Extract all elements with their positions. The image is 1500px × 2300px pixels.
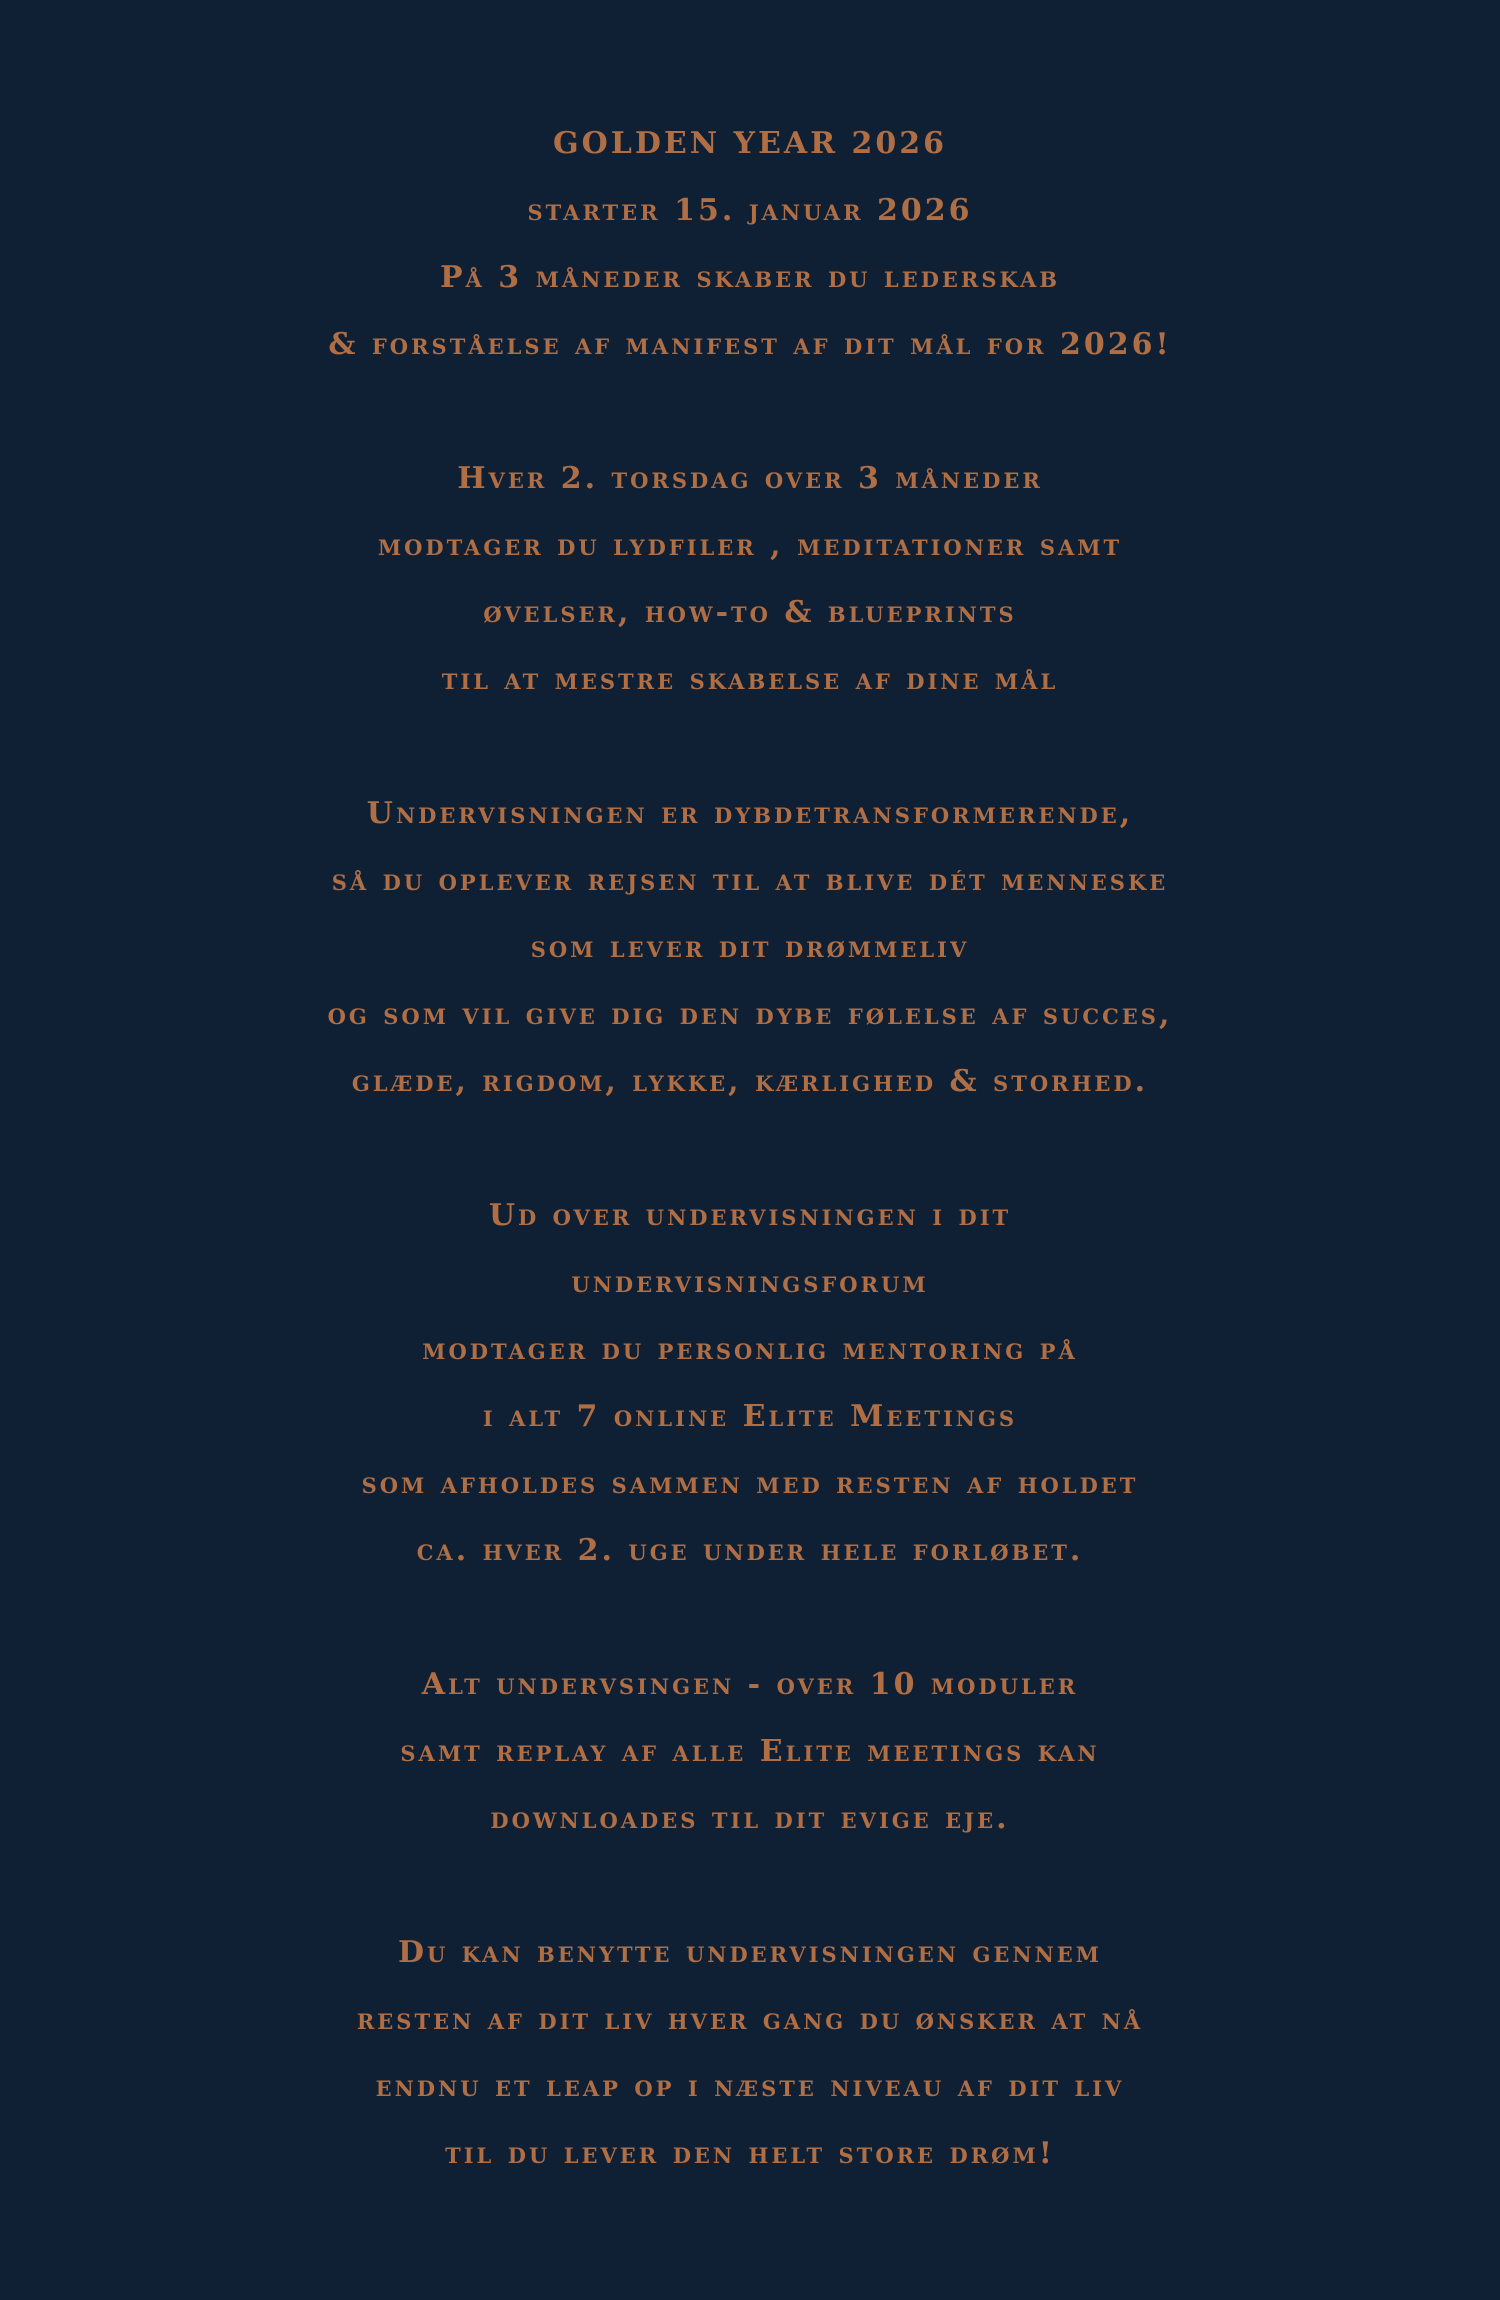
text-line: øvelser, how-to & blueprints (483, 595, 1017, 630)
text-line: og som vil give dig den dybe følelse af succes, (327, 997, 1173, 1032)
text-line: som afholdes sammen med resten af holdet (361, 1466, 1139, 1501)
text-line: Undervisningen er dybdetransformerende, (366, 796, 1134, 831)
text-line: resten af dit liv hver gang du ønsker at nå (356, 2002, 1144, 2037)
text-line: downloades til dit evige eje. (490, 1801, 1010, 1836)
text-line: Hver 2. torsdag over 3 måneder (457, 461, 1043, 496)
text-line: ca. hver 2. uge under hele forløbet. (416, 1533, 1084, 1568)
text-line: & forståelse af manifest af dit mål for 2026! (328, 327, 1172, 362)
stanza-mentoring (0, 1182, 1500, 1584)
text-line: starter 15. januar 2026 (527, 193, 973, 228)
text-line: endnu et leap op i næste niveau af dit liv (375, 2069, 1125, 2104)
text-line: glæde, rigdom, lykke, kærlighed & storhed. (351, 1064, 1149, 1099)
stanza-transformation (0, 780, 1500, 1115)
text-line: Du kan benytte undervisningen gennem (397, 1935, 1103, 1970)
text-line: til du lever den helt store drøm! (445, 2136, 1055, 2171)
headline: GOLDEN YEAR 2026 (552, 126, 948, 161)
text-line: så du oplever rejsen til at blive dét menneske (331, 863, 1169, 898)
text-line: modtager du personlig mentoring på (422, 1332, 1078, 1367)
text-line: På 3 måneder skaber du lederskab (439, 260, 1060, 295)
text-line: til at mestre skabelse af dine mål (441, 662, 1059, 697)
stanza-lifetime (0, 1919, 1500, 2187)
text-line: modtager du lydfiler , meditationer samt (377, 528, 1123, 563)
stanza-schedule (0, 445, 1500, 713)
stanza-downloads (0, 1651, 1500, 1852)
text-line: i alt 7 online Elite Meetings (482, 1399, 1018, 1434)
announcement-text (0, 110, 1500, 2254)
text-line: samt replay af alle Elite meetings kan (400, 1734, 1100, 1769)
text-line: som lever dit drømmeliv (530, 930, 970, 965)
stanza-intro (0, 110, 1500, 378)
text-line: undervisningsforum (571, 1265, 929, 1300)
text-line: Ud over undervisningen i dit (488, 1198, 1012, 1233)
text-line: Alt undervsingen - over 10 moduler (421, 1667, 1079, 1702)
